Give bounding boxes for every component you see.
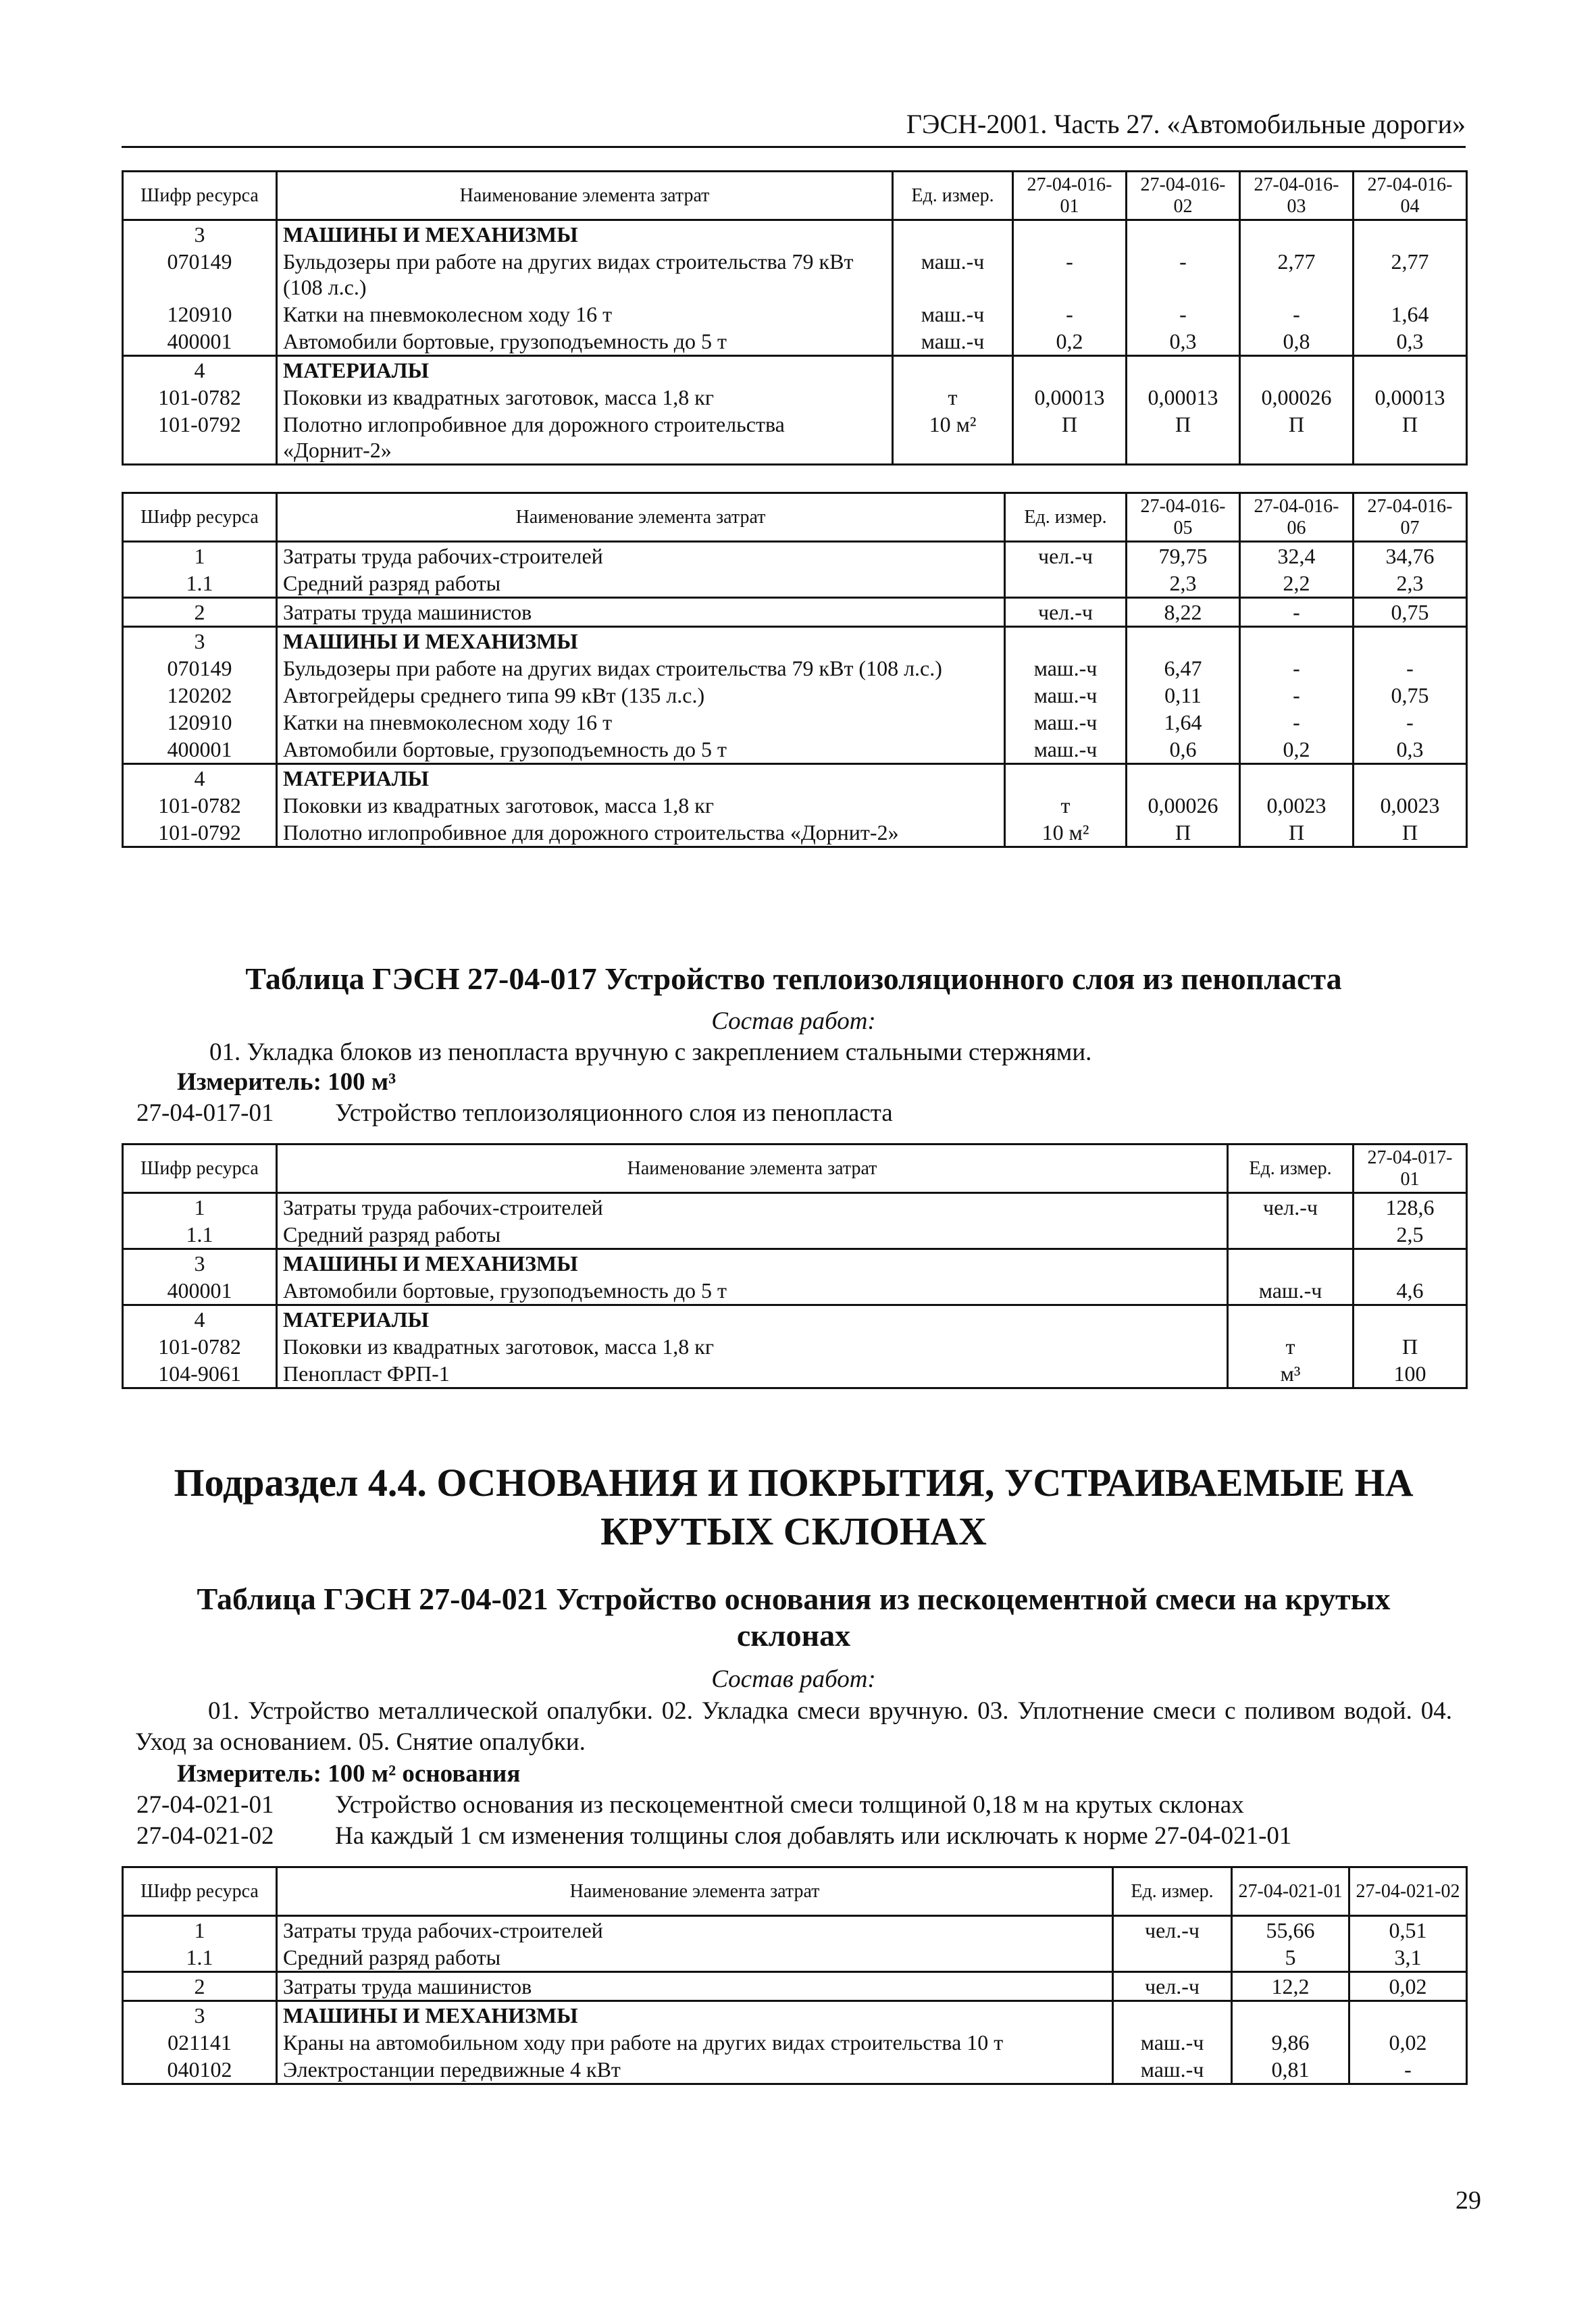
value-cell: 0,00026 (1127, 792, 1240, 819)
subsection-title-line1: Подраздел 4.4. ОСНОВАНИЯ И ПОКРЫТИЯ, УСТРАИВАЕМЫЕ НА (174, 1461, 1414, 1505)
table-row (123, 2029, 1467, 2056)
col-header-norm: 27-04-021-02 (1349, 1867, 1467, 1916)
unit-cell (1228, 1305, 1354, 1334)
value-cell: - (1127, 248, 1240, 301)
running-header: ГЭСН-2001. Часть 27. «Автомобильные дороги» (122, 108, 1466, 148)
resource-name: Автомобили бортовые, грузоподъемность до 5 т (277, 1277, 1228, 1305)
value-cell: 0,02 (1349, 2029, 1467, 2056)
resource-table-016-01-04 (122, 170, 1468, 466)
col-header-unit: Ед. измер. (1005, 493, 1127, 542)
unit-cell (1113, 2001, 1232, 2030)
table-row (123, 709, 1467, 736)
resource-code: 070149 (123, 248, 277, 301)
table-row (123, 1221, 1467, 1249)
table-title-017: Таблица ГЭСН 27-04-017 Устройство теплоизоляционного слоя из пенопласта (245, 961, 1342, 996)
resource-name: Полотно иглопробивное для дорожного строительства «Дорнит-2» (277, 819, 1005, 847)
value-cell: 0,02 (1349, 1972, 1467, 2001)
unit-cell (893, 356, 1013, 384)
col-header-norm: 27-04-016-04 (1354, 172, 1467, 220)
col-header-norm: 27-04-016-05 (1127, 493, 1240, 542)
value-cell: П (1240, 411, 1354, 465)
unit-cell: маш.-ч (1113, 2056, 1232, 2084)
unit-cell (1005, 764, 1127, 793)
value-cell (1127, 764, 1240, 793)
group-title: МАТЕРИАЛЫ (277, 1305, 1228, 1334)
value-cell (1354, 627, 1467, 655)
resource-name: Средний разряд работы (277, 1944, 1113, 1972)
resource-name: Автомобили бортовые, грузоподъемность до 5 т (277, 736, 1005, 764)
resource-code: 400001 (123, 736, 277, 764)
value-cell: 6,47 (1127, 655, 1240, 682)
table-row (123, 819, 1467, 847)
resource-code: 021141 (123, 2029, 277, 2056)
value-cell: - (1013, 248, 1127, 301)
col-header-code: Шифр ресурса (123, 1145, 277, 1193)
value-cell: 2,3 (1127, 570, 1240, 598)
value-cell: 2,3 (1354, 570, 1467, 598)
works-caption: Состав работ: (711, 1007, 876, 1035)
resource-name: Затраты труда машинистов (277, 598, 1005, 627)
value-cell: - (1354, 655, 1467, 682)
unit-cell: чел.-ч (1113, 1916, 1232, 1944)
resource-name: Автогрейдеры среднего типа 99 кВт (135 л.с.) (277, 682, 1005, 709)
resource-code: 4 (123, 356, 277, 384)
value-cell (1354, 220, 1467, 249)
value-cell: П (1013, 411, 1127, 465)
col-header-norm: 27-04-016-01 (1013, 172, 1127, 220)
value-cell: 79,75 (1127, 542, 1240, 570)
value-cell (1127, 627, 1240, 655)
table-row (123, 1360, 1467, 1388)
col-header-norm: 27-04-016-02 (1127, 172, 1240, 220)
col-header-code: Шифр ресурса (123, 172, 277, 220)
resource-code: 070149 (123, 655, 277, 682)
value-cell: 4,6 (1354, 1277, 1467, 1305)
col-header-norm: 27-04-016-07 (1354, 493, 1467, 542)
value-cell (1354, 1249, 1467, 1278)
resource-name: Бульдозеры при работе на других видах строительства 79 кВт (108 л.с.) (277, 248, 893, 301)
col-header-norm: 27-04-016-03 (1240, 172, 1354, 220)
table-row (123, 1305, 1467, 1334)
unit-cell: м³ (1228, 1360, 1354, 1388)
value-cell: 0,00013 (1013, 384, 1127, 411)
unit-cell (1228, 1221, 1354, 1249)
value-cell: 0,11 (1127, 682, 1240, 709)
value-cell: 12,2 (1232, 1972, 1349, 2001)
resource-code: 1 (123, 542, 277, 570)
resource-name: Краны на автомобильном ходу при работе на других видах строительства 10 т (277, 2029, 1113, 2056)
resource-code: 400001 (123, 328, 277, 356)
meter-text: Измеритель: 100 м³ (177, 1068, 396, 1096)
table-row (123, 792, 1467, 819)
table-row (123, 328, 1467, 356)
unit-cell (893, 220, 1013, 249)
value-cell: 0,81 (1232, 2056, 1349, 2084)
value-cell: - (1354, 709, 1467, 736)
resource-name: Поковки из квадратных заготовок, масса 1,8 кг (277, 792, 1005, 819)
resource-name: Средний разряд работы (277, 570, 1005, 598)
value-cell: - (1240, 655, 1354, 682)
resource-code: 2 (123, 598, 277, 627)
table-row (123, 1277, 1467, 1305)
norm-name: Устройство теплоизоляционного слоя из пенопласта (335, 1099, 893, 1127)
resource-code: 101-0782 (123, 792, 277, 819)
table-row (123, 220, 1467, 249)
table-row (123, 2001, 1467, 2030)
resource-code: 120910 (123, 301, 277, 328)
value-cell: 0,75 (1354, 598, 1467, 627)
unit-cell: маш.-ч (1005, 736, 1127, 764)
table-row (123, 1333, 1467, 1360)
col-header-code: Шифр ресурса (123, 1867, 277, 1916)
resource-code: 101-0792 (123, 819, 277, 847)
value-cell: 55,66 (1232, 1916, 1349, 1944)
value-cell: 0,00026 (1240, 384, 1354, 411)
value-cell (1127, 220, 1240, 249)
resource-table-016-05-07 (122, 492, 1468, 848)
unit-cell: чел.-ч (1005, 598, 1127, 627)
value-cell: П (1127, 819, 1240, 847)
value-cell: 0,3 (1127, 328, 1240, 356)
resource-code: 1 (123, 1193, 277, 1222)
table-row (123, 655, 1467, 682)
value-cell: 0,8 (1240, 328, 1354, 356)
value-cell (1240, 627, 1354, 655)
resource-code: 120910 (123, 709, 277, 736)
value-cell: 1,64 (1127, 709, 1240, 736)
resource-code: 1.1 (123, 1221, 277, 1249)
table-row (123, 1916, 1467, 1944)
unit-cell: чел.-ч (1228, 1193, 1354, 1222)
resource-name: Катки на пневмоколесном ходу 16 т (277, 301, 893, 328)
table-row (123, 1944, 1467, 1972)
group-title: МАШИНЫ И МЕХАНИЗМЫ (277, 627, 1005, 655)
value-cell (1013, 220, 1127, 249)
value-cell: - (1240, 682, 1354, 709)
group-title: МАТЕРИАЛЫ (277, 764, 1005, 793)
value-cell: 0,2 (1240, 736, 1354, 764)
resource-name: Электростанции передвижные 4 кВт (277, 2056, 1113, 2084)
value-cell: 0,6 (1127, 736, 1240, 764)
unit-cell (1113, 1944, 1232, 1972)
norm-code: 27-04-021-02 (136, 1822, 274, 1850)
norm-code: 27-04-017-01 (136, 1099, 274, 1127)
value-cell: 0,3 (1354, 328, 1467, 356)
table-row (123, 248, 1467, 301)
table-row (123, 598, 1467, 627)
table-row (123, 301, 1467, 328)
resource-name: Затраты труда рабочих-строителей (277, 1193, 1228, 1222)
value-cell: 0,51 (1349, 1916, 1467, 1944)
unit-cell (1005, 570, 1127, 598)
unit-cell: маш.-ч (1005, 655, 1127, 682)
resource-code: 120202 (123, 682, 277, 709)
resource-code: 4 (123, 1305, 277, 1334)
value-cell: 2,77 (1240, 248, 1354, 301)
col-header-code: Шифр ресурса (123, 493, 277, 542)
value-cell: 0,0023 (1240, 792, 1354, 819)
value-cell: 34,76 (1354, 542, 1467, 570)
resource-code: 3 (123, 1249, 277, 1278)
unit-cell: маш.-ч (1228, 1277, 1354, 1305)
table-row (123, 764, 1467, 793)
resource-name: Катки на пневмоколесном ходу 16 т (277, 709, 1005, 736)
unit-cell (1005, 627, 1127, 655)
unit-cell: т (1228, 1333, 1354, 1360)
resource-name: Пенопласт ФРП-1 (277, 1360, 1228, 1388)
value-cell: 0,0023 (1354, 792, 1467, 819)
unit-cell: чел.-ч (1005, 542, 1127, 570)
value-cell: 128,6 (1354, 1193, 1467, 1222)
unit-cell: 10 м² (1005, 819, 1127, 847)
value-cell: 1,64 (1354, 301, 1467, 328)
col-header-unit: Ед. измер. (1113, 1867, 1232, 1916)
table-row (123, 1972, 1467, 2001)
resource-code: 101-0782 (123, 384, 277, 411)
resource-code: 040102 (123, 2056, 277, 2084)
value-cell: - (1013, 301, 1127, 328)
value-cell: 2,2 (1240, 570, 1354, 598)
resource-code: 1 (123, 1916, 277, 1944)
unit-cell: маш.-ч (1005, 682, 1127, 709)
col-header-name: Наименование элемента затрат (277, 493, 1005, 542)
value-cell (1349, 2001, 1467, 2030)
meter-text: Измеритель: 100 м² основания (177, 1760, 521, 1788)
table-title-021-line2: склонах (736, 1618, 851, 1653)
norm-code: 27-04-021-01 (136, 1791, 274, 1819)
resource-name: Затраты труда рабочих-строителей (277, 542, 1005, 570)
unit-cell: т (893, 384, 1013, 411)
resource-code: 1.1 (123, 570, 277, 598)
resource-code: 2 (123, 1972, 277, 2001)
norm-name: На каждый 1 см изменения толщины слоя добавлять или исключать к норме 27-04-021-01 (335, 1822, 1292, 1850)
table-row (123, 1193, 1467, 1222)
value-cell: П (1354, 819, 1467, 847)
value-cell: П (1354, 411, 1467, 465)
resource-name: Поковки из квадратных заготовок, масса 1,8 кг (277, 384, 893, 411)
works-text: 01. Укладка блоков из пенопласта вручную с закреплением стальными стержнями. (209, 1038, 1092, 1066)
group-title: МАШИНЫ И МЕХАНИЗМЫ (277, 2001, 1113, 2030)
table-row (123, 356, 1467, 384)
table-title-021-line1: Таблица ГЭСН 27-04-021 Устройство основания из пескоцементной смеси на крутых (197, 1582, 1391, 1616)
value-cell (1232, 2001, 1349, 2030)
col-header-unit: Ед. измер. (893, 172, 1013, 220)
value-cell (1354, 1305, 1467, 1334)
table-row (123, 570, 1467, 598)
resource-code: 101-0782 (123, 1333, 277, 1360)
value-cell (1240, 764, 1354, 793)
value-cell: 32,4 (1240, 542, 1354, 570)
resource-table-017-01 (122, 1143, 1468, 1389)
unit-cell: 10 м² (893, 411, 1013, 465)
value-cell (1240, 356, 1354, 384)
unit-cell: т (1005, 792, 1127, 819)
resource-table-021 (122, 1866, 1468, 2085)
col-header-norm: 27-04-021-01 (1232, 1867, 1349, 1916)
works-caption: Состав работ: (711, 1665, 876, 1693)
col-header-unit: Ед. измер. (1228, 1145, 1354, 1193)
table-row (123, 542, 1467, 570)
value-cell: 2,77 (1354, 248, 1467, 301)
value-cell: 3,1 (1349, 1944, 1467, 1972)
resource-name: Затраты труда рабочих-строителей (277, 1916, 1113, 1944)
resource-name: Средний разряд работы (277, 1221, 1228, 1249)
resource-code: 400001 (123, 1277, 277, 1305)
col-header-name: Наименование элемента затрат (277, 1145, 1228, 1193)
works-text: 01. Устройство металлической опалубки. 02. Укладка смеси вручную. 03. Уплотнение смеси с поливом водой. 04. Уход за основанием. 05. Снятие опалубки. (135, 1697, 1452, 1756)
value-cell: 0,2 (1013, 328, 1127, 356)
table-row (123, 411, 1467, 465)
group-title: МАШИНЫ И МЕХАНИЗМЫ (277, 220, 893, 249)
value-cell: 0,00013 (1127, 384, 1240, 411)
table-row (123, 627, 1467, 655)
resource-name: Бульдозеры при работе на других видах строительства 79 кВт (108 л.с.) (277, 655, 1005, 682)
value-cell: - (1240, 598, 1354, 627)
group-title: МАТЕРИАЛЫ (277, 356, 893, 384)
unit-cell: маш.-ч (893, 328, 1013, 356)
subsection-title-line2: КРУТЫХ СКЛОНАХ (600, 1509, 987, 1553)
resource-name: Автомобили бортовые, грузоподъемность до 5 т (277, 328, 893, 356)
resource-code: 3 (123, 2001, 277, 2030)
table-row (123, 384, 1467, 411)
value-cell (1240, 220, 1354, 249)
value-cell: 2,5 (1354, 1221, 1467, 1249)
value-cell (1013, 356, 1127, 384)
value-cell (1354, 764, 1467, 793)
value-cell: - (1349, 2056, 1467, 2084)
value-cell: 0,00013 (1354, 384, 1467, 411)
page-number: 29 (1456, 2186, 1481, 2215)
resource-code: 3 (123, 627, 277, 655)
table-row (123, 1249, 1467, 1278)
unit-cell: маш.-ч (1005, 709, 1127, 736)
resource-code: 104-9061 (123, 1360, 277, 1388)
table-row (123, 736, 1467, 764)
resource-name: Затраты труда машинистов (277, 1972, 1113, 2001)
value-cell: 8,22 (1127, 598, 1240, 627)
table-row (123, 2056, 1467, 2084)
group-title: МАШИНЫ И МЕХАНИЗМЫ (277, 1249, 1228, 1278)
col-header-name: Наименование элемента затрат (277, 1867, 1113, 1916)
table-row (123, 682, 1467, 709)
value-cell: П (1354, 1333, 1467, 1360)
value-cell: П (1127, 411, 1240, 465)
unit-cell: маш.-ч (1113, 2029, 1232, 2056)
resource-code: 101-0792 (123, 411, 277, 465)
value-cell: 0,3 (1354, 736, 1467, 764)
resource-code: 4 (123, 764, 277, 793)
value-cell (1354, 356, 1467, 384)
value-cell: 5 (1232, 1944, 1349, 1972)
value-cell: - (1127, 301, 1240, 328)
unit-cell (1228, 1249, 1354, 1278)
value-cell: - (1240, 301, 1354, 328)
resource-name: Поковки из квадратных заготовок, масса 1,8 кг (277, 1333, 1228, 1360)
resource-name: Полотно иглопробивное для дорожного строительства «Дорнит-2» (277, 411, 893, 465)
value-cell: 100 (1354, 1360, 1467, 1388)
col-header-norm: 27-04-017-01 (1354, 1145, 1467, 1193)
value-cell: 0,75 (1354, 682, 1467, 709)
value-cell: 9,86 (1232, 2029, 1349, 2056)
unit-cell: маш.-ч (893, 248, 1013, 301)
norm-name: Устройство основания из пескоцементной смеси толщиной 0,18 м на крутых склонах (335, 1791, 1244, 1819)
unit-cell: маш.-ч (893, 301, 1013, 328)
value-cell (1127, 356, 1240, 384)
col-header-norm: 27-04-016-06 (1240, 493, 1354, 542)
resource-code: 3 (123, 220, 277, 249)
value-cell: - (1240, 709, 1354, 736)
unit-cell: чел.-ч (1113, 1972, 1232, 2001)
value-cell: П (1240, 819, 1354, 847)
col-header-name: Наименование элемента затрат (277, 172, 893, 220)
resource-code: 1.1 (123, 1944, 277, 1972)
